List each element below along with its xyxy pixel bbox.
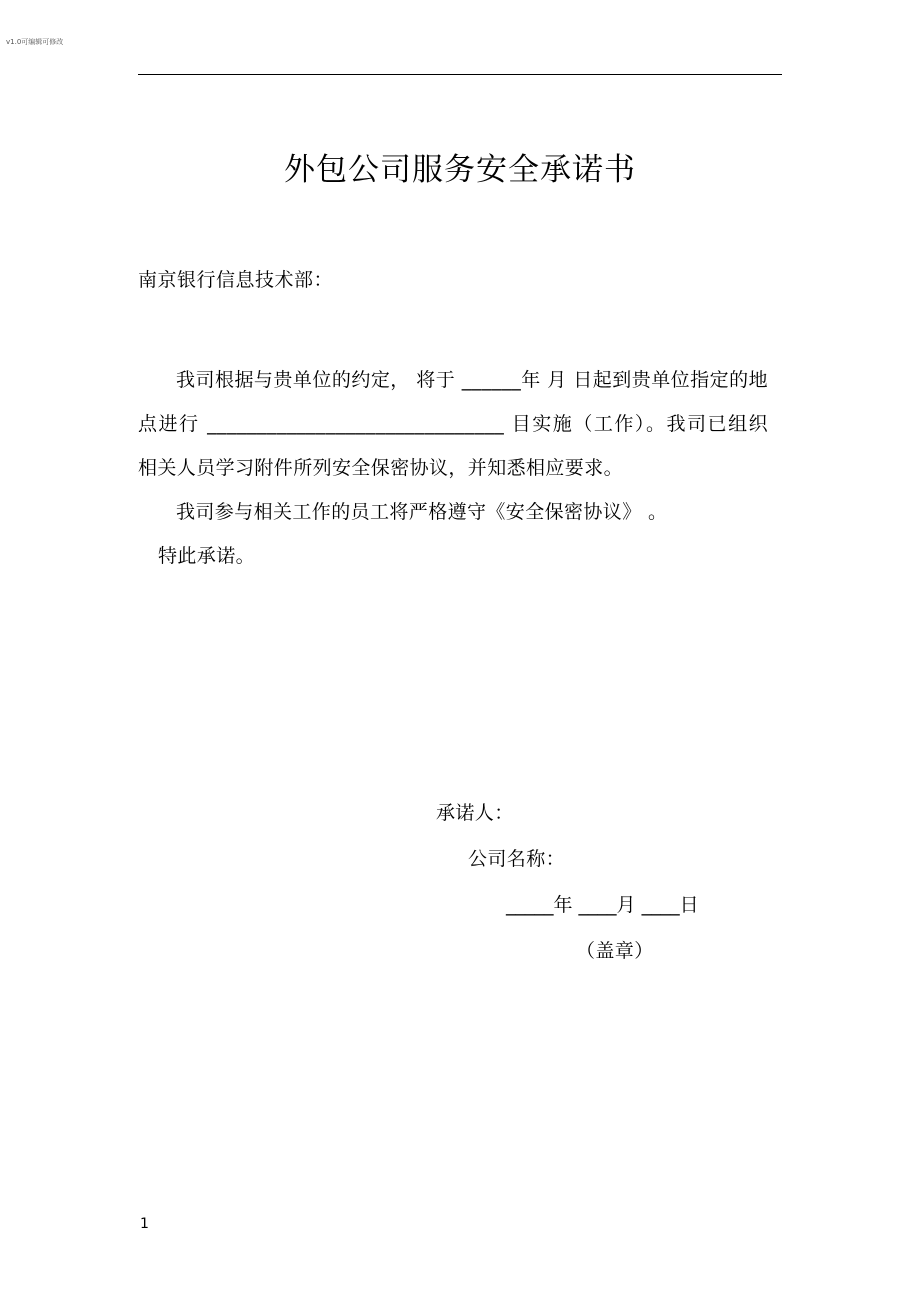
watermark-text: v1.0可编辑可修改 — [6, 38, 64, 46]
paragraph-2: 我司参与相关工作的员工将严格遵守《安全保密协议》 。 — [176, 501, 668, 523]
addressee-line: 南京银行信息技术部： — [138, 269, 334, 291]
company-name-label: 公司名称： — [468, 848, 566, 870]
signature-block — [138, 790, 778, 974]
header-divider — [138, 74, 782, 75]
page-title: 外包公司服务安全承诺书 — [284, 152, 636, 188]
page-number: 1 — [140, 1216, 149, 1232]
signature-date-line: _____年 ____月 ____日 — [506, 894, 699, 916]
body-content — [138, 358, 768, 578]
promisor-label: 承诺人： — [436, 802, 514, 824]
seal-label: （盖章） — [576, 940, 654, 962]
paragraph-3: 特此承诺。 — [158, 545, 256, 567]
paragraph-1: 我司根据与贵单位的约定， 将于 ______年 月 日起到贵单位指定的地点进行 ______________________________ 目实施（工作）。我司已组织相关人员学习附件所列安全保密协议，并知悉相应要求。 — [138, 369, 768, 479]
